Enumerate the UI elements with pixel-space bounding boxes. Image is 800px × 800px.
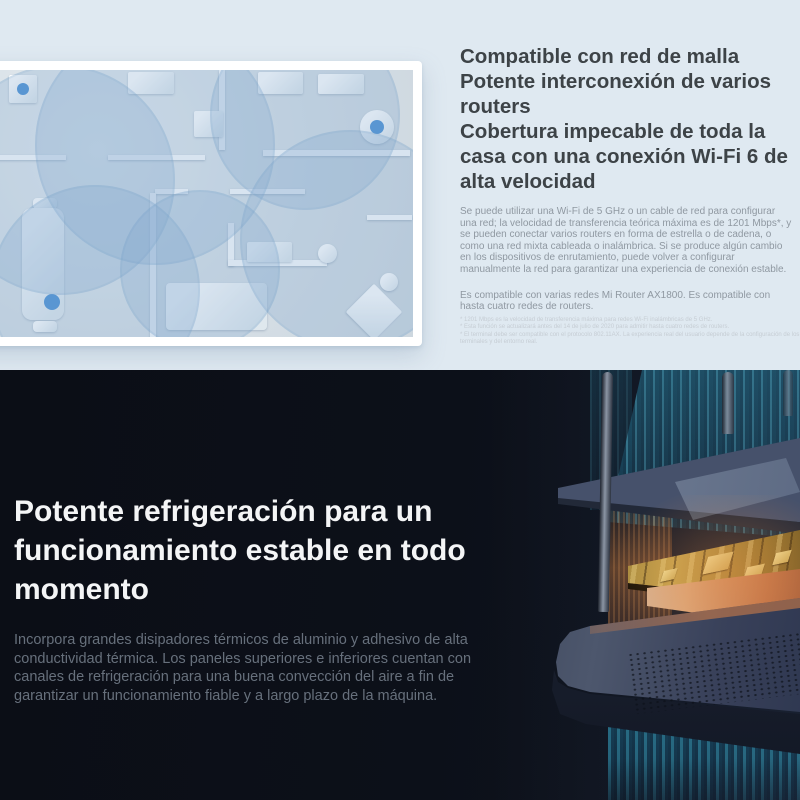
floorplan-wall — [155, 189, 188, 194]
heading-line: Cobertura impecable de toda la casa con una conexión Wi-Fi 6 de alta velocidad — [460, 120, 788, 193]
footnote: * 1201 Mbps es la velocidad de transferencia máxima para redes Wi-Fi inalámbricas de 5 GHz. — [460, 316, 713, 323]
mesh-feature-section — [0, 0, 800, 370]
footnote: * Esta función se actualizará antes del 14 de julio de 2020 para admitir hasta cuatro redes de routers. — [460, 324, 730, 331]
floorplan-wall — [150, 193, 156, 337]
compatibility-paragraph: Es compatible con varias redes Mi Router AX1800. Es compatible con hasta cuatro redes de routers. — [460, 289, 771, 313]
floorplan-wall — [367, 215, 412, 220]
side-table — [346, 284, 403, 337]
router-unit-right — [360, 110, 394, 144]
bed — [166, 283, 267, 330]
router-dot-icon — [44, 294, 60, 310]
chair — [33, 321, 57, 332]
footnote: * El terminal debe ser compatible con el protocolo 802.11AX. La experiencia real del usuario depende de la configuración de los terminales y del entorno real. — [460, 331, 800, 345]
shelf — [194, 111, 223, 137]
headboard — [258, 72, 303, 94]
cooling-heading: Potente refrigeración para un funcionamiento estable en todo momento — [14, 495, 466, 606]
feature-heading — [460, 44, 800, 194]
router-exploded-illustration — [490, 370, 800, 800]
stool — [380, 273, 398, 291]
feature-paragraph: Se puede utilizar una Wi-Fi de 5 GHz o un cable de red para configurar una red; la velocidad de transferencia teórica máxima es de 1201 Mbps*, y se pueden conectar varios routers en forma de estrella o de cadena, o como una red mixta cableada o inalámbrica. Si se produce algún cambio en los dispositivos de enrutamiento, puede volver a configurar manualmente la red para garantizar una experiencia de conexión estable. — [460, 206, 792, 275]
router-unit-top-left — [9, 75, 37, 103]
headboard — [318, 74, 364, 94]
floorplan-floor — [0, 70, 413, 337]
stool — [318, 244, 337, 263]
floorplan-illustration — [0, 61, 422, 346]
floorplan-wall — [108, 155, 205, 160]
cooling-feature-text — [14, 492, 504, 705]
antenna — [783, 370, 793, 416]
floorplan-wall — [230, 189, 305, 194]
desk-router-unit — [22, 208, 64, 320]
router-dot-icon — [17, 83, 29, 95]
heading-line: Potente interconexión de varios routers — [460, 70, 771, 118]
heading-line: Compatible con red de malla — [460, 45, 740, 68]
cabinet — [128, 72, 174, 94]
cooling-paragraph: Incorpora grandes disipadores térmicos de aluminio y adhesivo de alta conductividad térmica. Los paneles superiores e inferiores cuentan con canales de refrigeración para una buena convección del aire a fin de garantizar un funcionamiento fiable y a largo plazo de la máquina. — [14, 632, 472, 704]
floorplan-wall — [219, 70, 225, 150]
mesh-feature-text — [460, 44, 800, 346]
cooling-feature-section — [0, 370, 800, 800]
antenna — [722, 372, 734, 434]
floorplan-wall — [0, 155, 66, 160]
table — [247, 242, 292, 262]
footnotes — [460, 317, 800, 347]
floorplan-wall — [263, 150, 410, 156]
router-dot-icon — [370, 120, 384, 134]
